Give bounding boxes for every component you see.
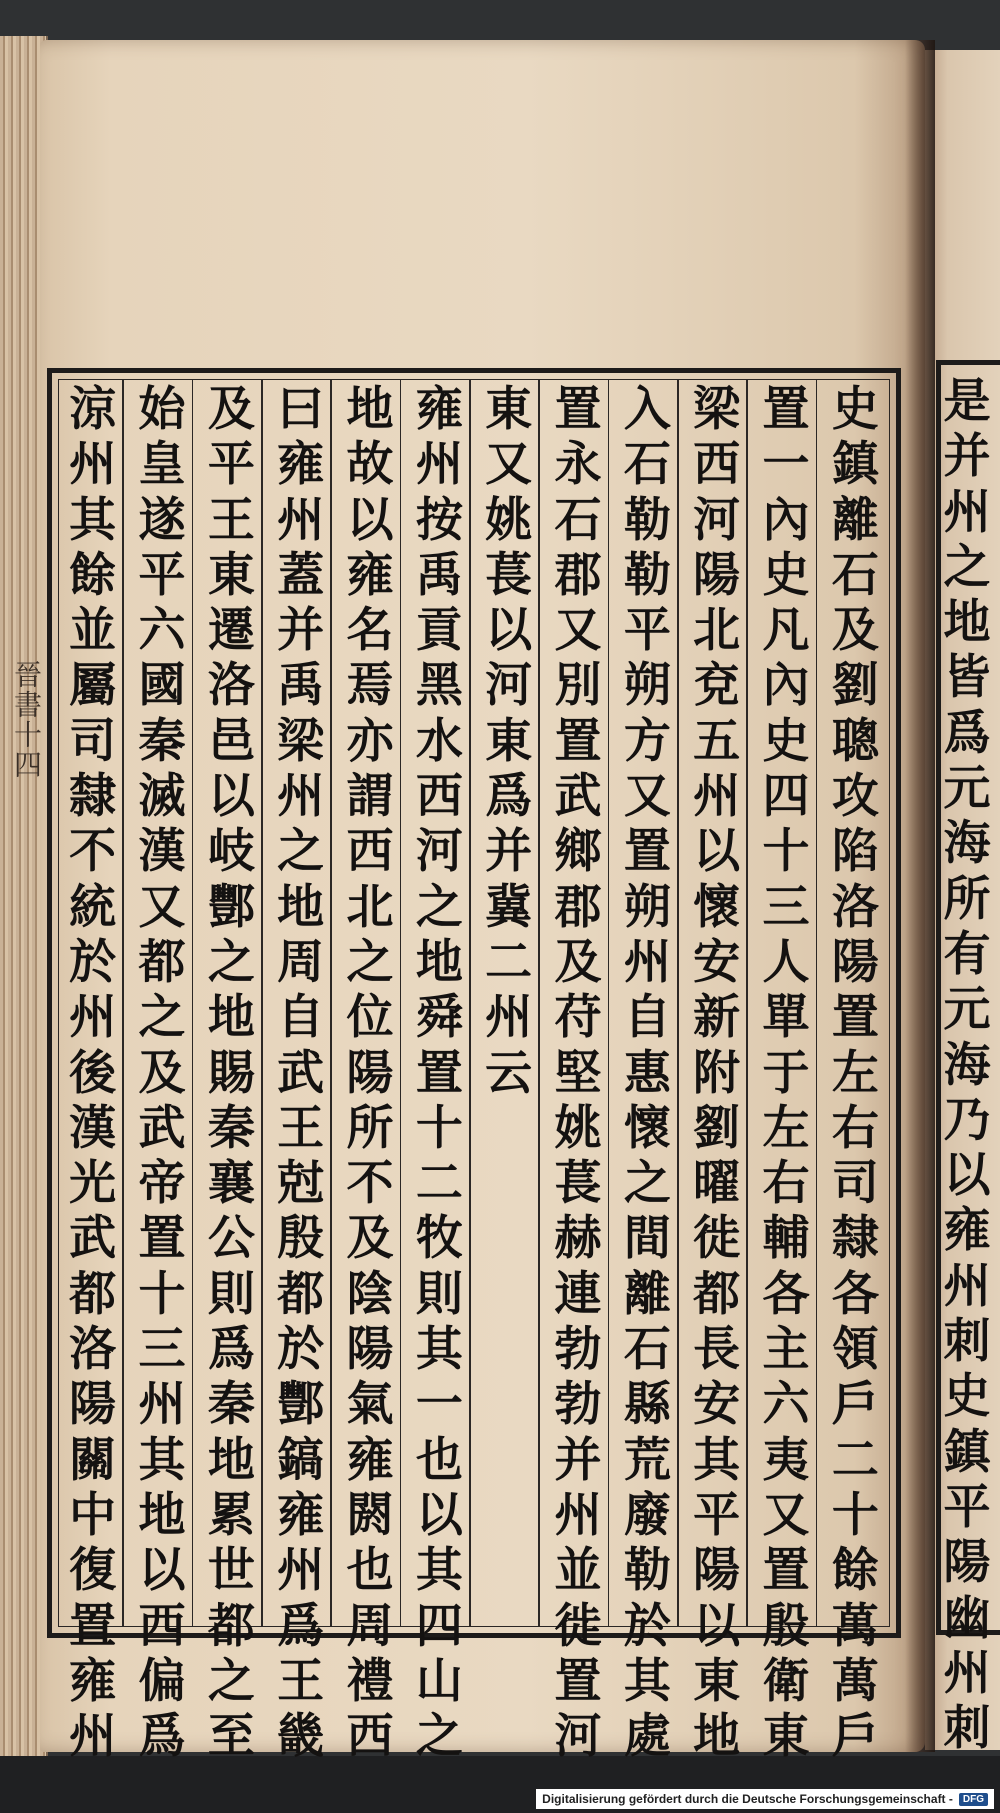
- right-page-column: 是 并 州 之 地 皆 爲 元 海 所 有 元 海 乃 以 雍 州 刺 史 鎮 平 陽 幽 州 刺: [943, 374, 991, 1757]
- text-column-11: 始 皇 遂 平 六 國 秦 滅 漢 又 都 之 及 武 帝 置 十 三 州 其 地 以 西 偏 爲: [138, 382, 186, 1765]
- text-column-9: 曰 雍 州 蓋 并 禹 梁 州 之 地 周 自 武 王 尅 殷 都 於 酆 鎬 雍 州 爲 王 畿: [277, 382, 325, 1765]
- text-column-8: 地 故 以 雍 名 焉 亦 謂 西 北 之 位 陽 所 不 及 陰 陽 氣 雍 閼 也 周 禮 西: [346, 382, 394, 1765]
- text-column-10: 及 平 王 東 遷 洛 邑 以 岐 酆 之 地 賜 秦 襄 公 則 爲 秦 地 累 世 都 之 至: [207, 382, 255, 1765]
- text-column-2: 置 一 內 史 凡 內 史 四 十 三 人 單 于 左 右 輔 各 主 六 夷 又 置 殷 衛 東: [762, 382, 810, 1765]
- text-column-6: 東 又 姚 萇 以 河 東 爲 并 冀 二 州 云: [485, 382, 533, 1101]
- text-column-7: 雍 州 按 禹 貢 黑 水 西 河 之 地 舜 置 十 二 牧 則 其 一 也 以 其 四 山 之: [415, 382, 463, 1765]
- dfg-watermark: [536, 1789, 994, 1809]
- text-column-3: 梁 西 河 陽 北 兗 五 州 以 懷 安 新 附 劉 曜 徙 都 長 安 其 平 陽 以 東 地: [693, 382, 741, 1765]
- spine-shadow: [905, 40, 935, 1752]
- dfg-logo-icon: DFG: [959, 1793, 988, 1806]
- fore-edge-label: 晉書十四: [10, 660, 43, 780]
- text-column-5: 置 永 石 郡 又 別 置 武 鄉 郡 及 苻 堅 姚 萇 赫 連 勃 勃 并 州 並 徙 置 河: [554, 382, 602, 1765]
- text-column-1: 史 鎮 離 石 及 劉 聰 攻 陷 洛 陽 置 左 右 司 隸 各 領 戶 二 十 餘 萬 萬 戶: [831, 382, 879, 1765]
- text-column-12: 涼 州 其 餘 並 屬 司 隸 不 統 於 州 後 漢 光 武 都 洛 陽 關 中 復 置 雍 州: [69, 382, 117, 1765]
- text-column-4: 入 石 勒 勒 平 朔 方 又 置 朔 州 自 惠 懷 之 間 離 石 縣 荒 廢 勒 於 其 處: [623, 382, 671, 1765]
- watermark-text: Digitalisierung gefördert durch die Deutsche Forschungsgemeinschaft -: [542, 1792, 953, 1806]
